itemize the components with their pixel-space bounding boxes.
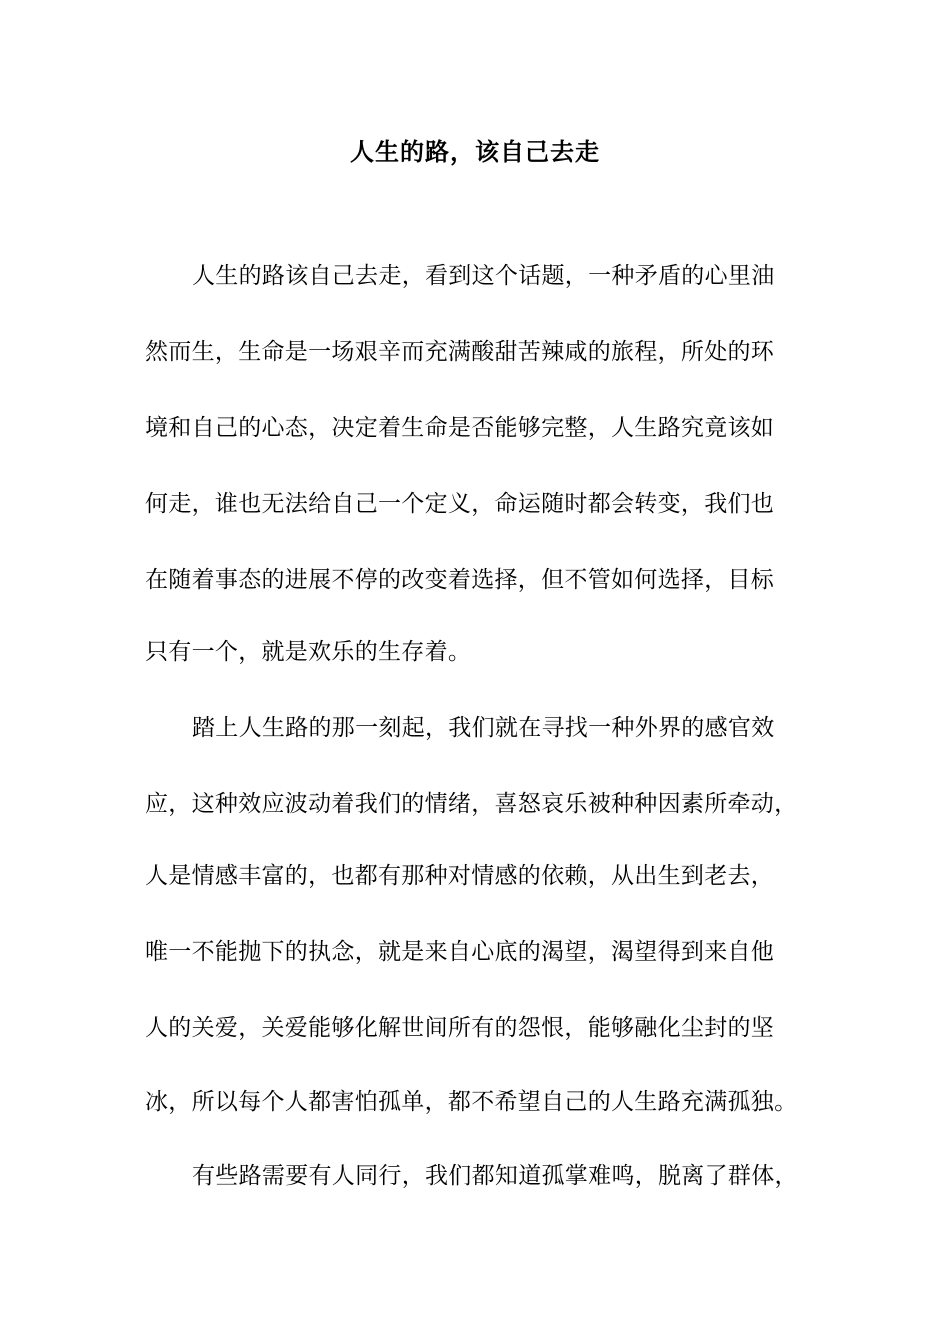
paragraph-1-line-6: 只有一个，就是欢乐的生存着。 [145, 639, 472, 665]
paragraph-2-line-2: 应，这种效应波动着我们的情绪，喜怒哀乐被种种因素所牵动， [145, 791, 798, 817]
document-title: 人生的路，该自己去走 [350, 137, 600, 166]
paragraph-1-line-3: 境和自己的心态，决定着生命是否能够完整，人生路究竟该如 [145, 415, 775, 441]
paragraph-1-line-4: 何走，谁也无法给自己一个定义，命运随时都会转变，我们也 [145, 491, 775, 517]
paragraph-2-line-1: 踏上人生路的那一刻起，我们就在寻找一种外界的感官效 [192, 715, 775, 741]
paragraph-2-line-6: 冰，所以每个人都害怕孤单，都不希望自己的人生路充满孤独。 [145, 1089, 798, 1115]
paragraph-1-line-5: 在随着事态的进展不停的改变着选择，但不管如何选择，目标 [145, 567, 775, 593]
paragraph-1-line-1: 人生的路该自己去走，看到这个话题，一种矛盾的心里油 [192, 263, 775, 289]
paragraph-1-line-2: 然而生，生命是一场艰辛而充满酸甜苦辣咸的旅程，所处的环 [145, 339, 775, 365]
paragraph-2-line-3: 人是情感丰富的，也都有那种对情感的依赖，从出生到老去， [145, 863, 775, 889]
paragraph-2-line-5: 人的关爱，关爱能够化解世间所有的怨恨，能够融化尘封的坚 [145, 1015, 775, 1041]
paragraph-2-line-4: 唯一不能抛下的执念，就是来自心底的渴望，渴望得到来自他 [145, 939, 775, 965]
paragraph-3-line-1: 有些路需要有人同行，我们都知道孤掌难鸣，脱离了群体， [192, 1163, 798, 1189]
